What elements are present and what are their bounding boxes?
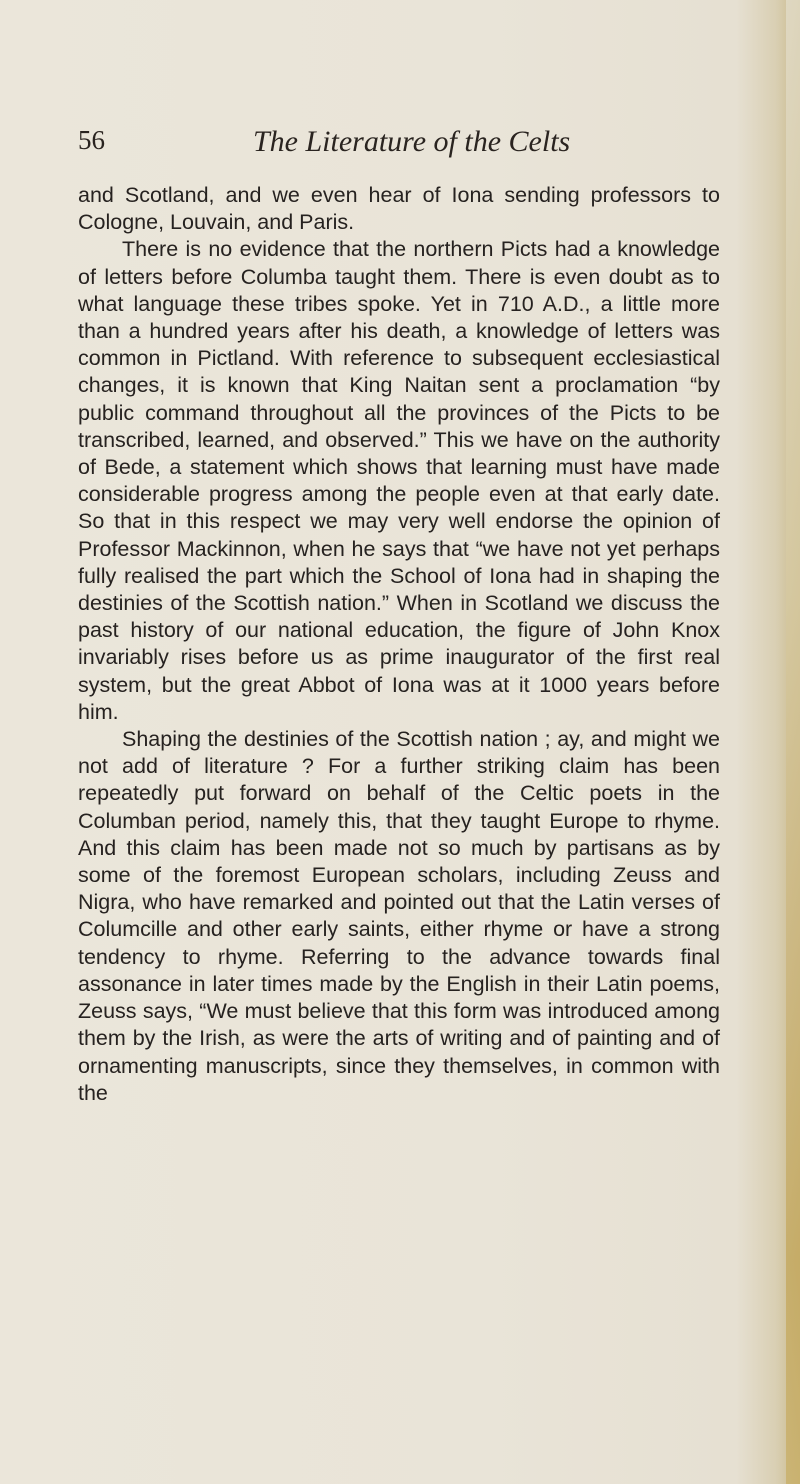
paragraph-1: and Scotland, and we even hear of Iona sending professors to Cologne, Louvain, and Paris. (78, 183, 720, 235)
page-edge (786, 0, 800, 1484)
page-number: 56 (78, 125, 105, 155)
page-header (78, 125, 718, 165)
paragraph-3: Shaping the destinies of the Scottish nation ; ay, and might we not add of literature ? For a further striking claim has been repeatedly put forward on behalf of the Celtic poets in the Columban period, namely this, that they taught Europe to rhyme. And this claim has been made not so much by partisans as by some of the foremost European scholars, including Zeuss and Nigra, who have remarked and pointed out that the Latin verses of Columcille and other early saints, either rhyme or have a strong tendency to rhyme. Referring to the advance towards final assonance in later times made by the English in their Latin poems, Zeuss says, “We must believe that this form was introduced among them by the Irish, as were the arts of writing and of painting and of ornamenting manuscripts, since they themselves, in common with the (78, 727, 720, 1105)
paragraph-2: There is no evidence that the northern Picts had a knowledge of letters before Columba taught them. There is even doubt as to what language these tribes spoke. Yet in 710 A.D., a little more than a hundred years after his death, a knowledge of letters was common in Pictland. With reference to subsequent ecclesiastical changes, it is known that King Naitan sent a proclamation “by public command throughout all the provinces of the Picts to be transcribed, learned, and observed.” This we have on the authority of Bede, a statement which shows that learning must have made considerable progress among the people even at that early date. So that in this respect we may very well endorse the opinion of Professor Mackinnon, when he says that “we have not yet perhaps fully realised the part which the School of Iona had in shaping the destinies of the Scottish nation.” When in Scotland we discuss the past history of our national education, the figure of John Knox invariably rises before us as prime inaugurator of the first real system, but the great Abbot of Iona was at it 1000 years before him. (78, 237, 720, 724)
body-text (78, 182, 720, 1107)
running-title: The Literature of the Celts (253, 125, 571, 158)
